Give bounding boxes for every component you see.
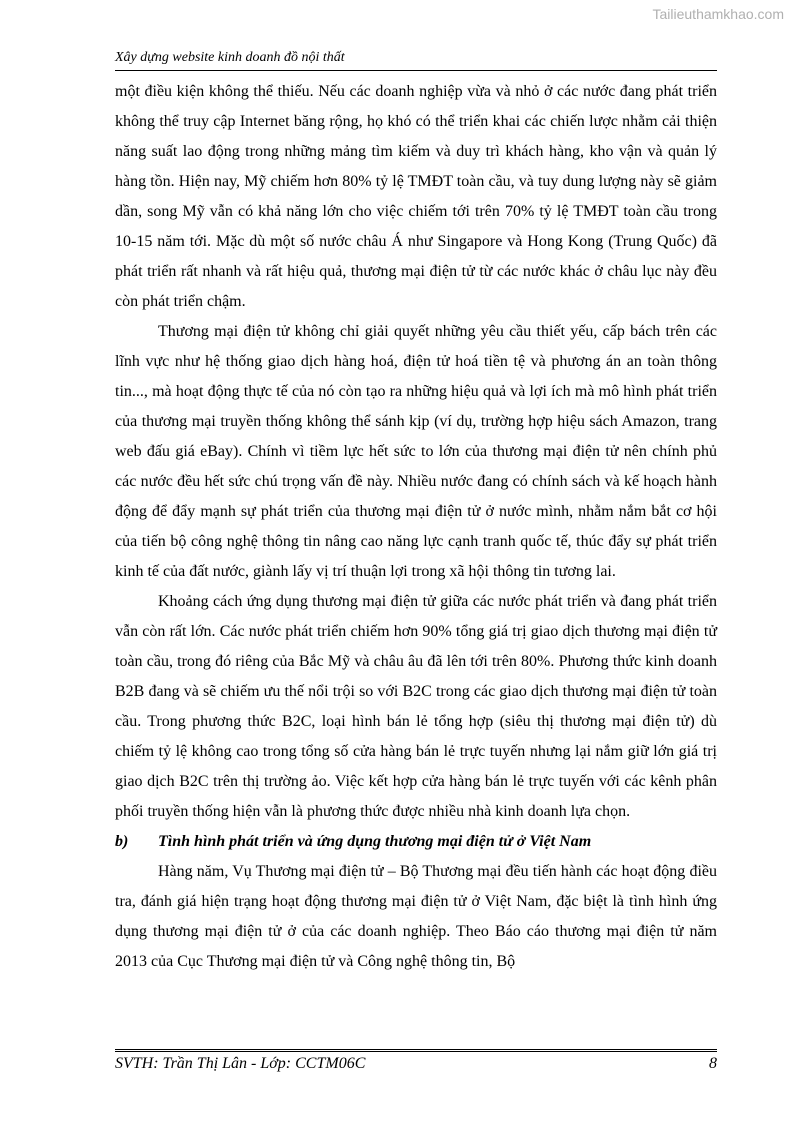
running-header: Xây dựng website kinh doanh đồ nội thất: [115, 50, 717, 71]
paragraph-1: một điều kiện không thể thiếu. Nếu các doanh nghiệp vừa và nhỏ ở các nước đang phát triển không thể truy cập Internet băng rộng, họ khó có thể triển khai các chiến lược nhằm cải thiện năng suất lao động trong những mảng tìm kiếm và duy trì khách hàng, kho vận và quản lý hàng tồn. Hiện nay, Mỹ chiếm hơn 80% tỷ lệ TMĐT toàn cầu, và tuy dung lượng này sẽ giảm dần, song Mỹ vẫn có khả năng lớn cho việc chiếm tới trên 70% tỷ lệ TMĐT toàn cầu trong 10-15 năm tới. Mặc dù một số nước châu Á như Singapore và Hong Kong (Trung Quốc) đã phát triển rất nhanh và rất hiệu quả, thương mại điện tử từ các nước khác ở châu lục này đều còn phát triển chậm.: [115, 83, 717, 310]
section-label: b): [115, 833, 129, 850]
paragraph-3: Khoảng cách ứng dụng thương mại điện tử giữa các nước phát triển và đang phát triển vẫn còn rất lớn. Các nước phát triển chiếm hơn 90% tổng giá trị giao dịch thương mại điện tử toàn cầu, trong đó riêng của Bắc Mỹ và châu âu đã lên tới trên 80%. Phương thức kinh doanh B2B đang và sẽ chiếm ưu thế nổi trội so với B2C trong các giao dịch thương mại điện tử toàn cầu. Trong phương thức B2C, loại hình bán lẻ tổng hợp (siêu thị thương mại điện tử) dù chiếm tỷ lệ không cao trong tổng số cửa hàng bán lẻ trực tuyến nhưng lại nắm giữ lớn giá trị giao dịch B2C trên thị trường ảo. Việc kết hợp cửa hàng bán lẻ trực tuyến với các kênh phân phối truyền thống hiện vẫn là phương thức được nhiều nhà kinh doanh lựa chọn.: [115, 593, 717, 820]
paragraph-2: Thương mại điện tử không chỉ giải quyết những yêu cầu thiết yếu, cấp bách trên các lĩnh vực như hệ thống giao dịch hàng hoá, điện tử hoá tiền tệ và phương án an toàn thông tin..., mà hoạt động thực tế của nó còn tạo ra những hiệu quả và lợi ích mà mô hình phát triển của thương mại truyền thống không thể sánh kịp (ví dụ, trường hợp hiệu sách Amazon, trang web đấu giá eBay). Chính vì tiềm lực hết sức to lớn của thương mại điện tử nên chính phủ các nước đều hết sức chú trọng vấn đề này. Nhiều nước đang có chính sách và kế hoạch hành động để đẩy mạnh sự phát triển của thương mại điện tử ở nước mình, nhằm nắm bắt cơ hội của tiến bộ công nghệ thông tin nâng cao năng lực cạnh tranh quốc tế, thúc đẩy sự phát triển kinh tế của đất nước, giành lấy vị trí thuận lợi trong xã hội thông tin tương lai.: [115, 323, 717, 580]
page-number: 8: [709, 1055, 717, 1072]
page-footer: [115, 1055, 717, 1073]
footer-rule: [115, 1049, 717, 1052]
section-title: Tình hình phát triển và ứng dụng thương mại điện tử ở Việt Nam: [158, 833, 592, 850]
section-heading: [115, 827, 717, 857]
watermark: Tailieuthamkhao.com: [652, 6, 784, 22]
paragraph-4: Hàng năm, Vụ Thương mại điện tử – Bộ Thương mại đều tiến hành các hoạt động điều tra, đánh giá hiện trạng hoạt động thương mại điện tử ở Việt Nam, đặc biệt là tình hình ứng dụng thương mại điện tử ở của các doanh nghiệp. Theo Báo cáo thương mại điện tử năm 2013 của Cục Thương mại điện tử và Công nghệ thông tin, Bộ: [115, 863, 717, 970]
footer-author: SVTH: Trần Thị Lân - Lớp: CCTM06C: [115, 1055, 366, 1072]
page-body: [115, 77, 717, 977]
